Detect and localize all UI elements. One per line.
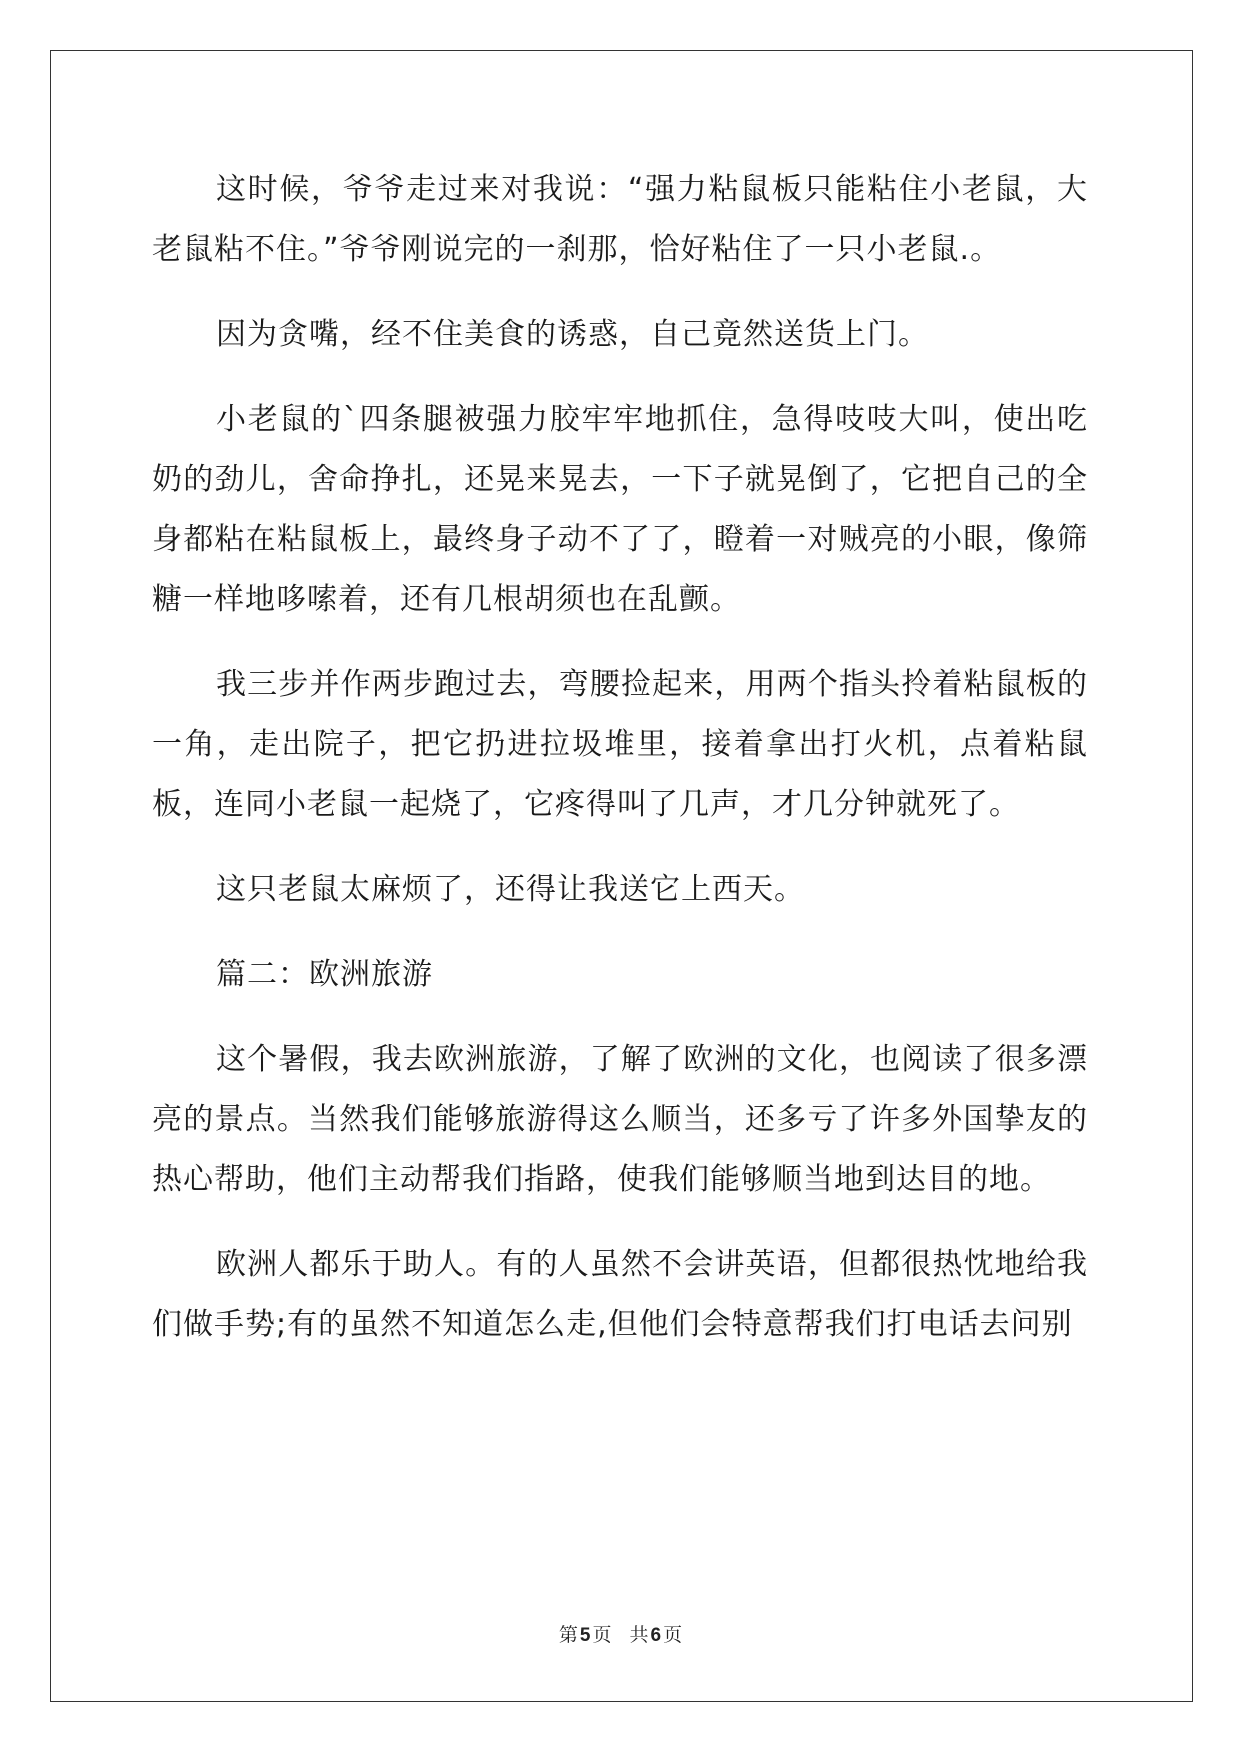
paragraph: 因为贪嘴，经不住美食的诱惑，自己竟然送货上门。 — [216, 317, 929, 352]
page-footer — [0, 1620, 1241, 1647]
paragraph: 这时候，爷爷走过来对我说：“强力粘鼠板只能粘住小老鼠，大老鼠粘不住。”爷爷刚说完的一刹那，恰好粘住了一只小老鼠.。 — [152, 172, 1088, 267]
total-unit: 页 — [663, 1624, 683, 1646]
page-prefix: 第 — [558, 1624, 578, 1646]
total-page-count: 6 — [650, 1625, 662, 1646]
page-unit: 页 — [592, 1624, 612, 1646]
paragraph: 这个暑假，我去欧洲旅游，了解了欧洲的文化，也阅读了很多漂亮的景点。当然我们能够旅游得这么顺当，还多亏了许多外国挚友的热心帮助，他们主动帮我们指路，使我们能够顺当地到达目的地。 — [152, 1042, 1088, 1197]
current-page-number: 5 — [579, 1625, 591, 1646]
paragraph: 欧洲人都乐于助人。有的人虽然不会讲英语，但都很热忱地给我们做手势;有的虽然不知道怎么走,但他们会特意帮我们打电话去问别 — [152, 1247, 1088, 1342]
document-body — [152, 160, 1088, 1355]
paragraph: 这只老鼠太麻烦了，还得让我送它上西天。 — [216, 872, 805, 907]
paragraph: 我三步并作两步跑过去，弯腰捡起来，用两个指头拎着粘鼠板的一角，走出院子，把它扔进拉圾堆里，接着拿出打火机，点着粘鼠板，连同小老鼠一起烧了，它疼得叫了几声，才几分钟就死了。 — [152, 667, 1088, 822]
total-prefix: 共 — [629, 1624, 649, 1646]
paragraph: 小老鼠的`四条腿被强力胶牢牢地抓住，急得吱吱大叫，使出吃奶的劲儿，舍命挣扎，还晃来晃去，一下子就晃倒了，它把自己的全身都粘在粘鼠板上，最终身子动不了了，瞪着一对贼亮的小眼，像筛糖一样地哆嗦着，还有几根胡须也在乱颤。 — [152, 402, 1088, 617]
section-heading: 篇二：欧洲旅游 — [216, 957, 433, 992]
